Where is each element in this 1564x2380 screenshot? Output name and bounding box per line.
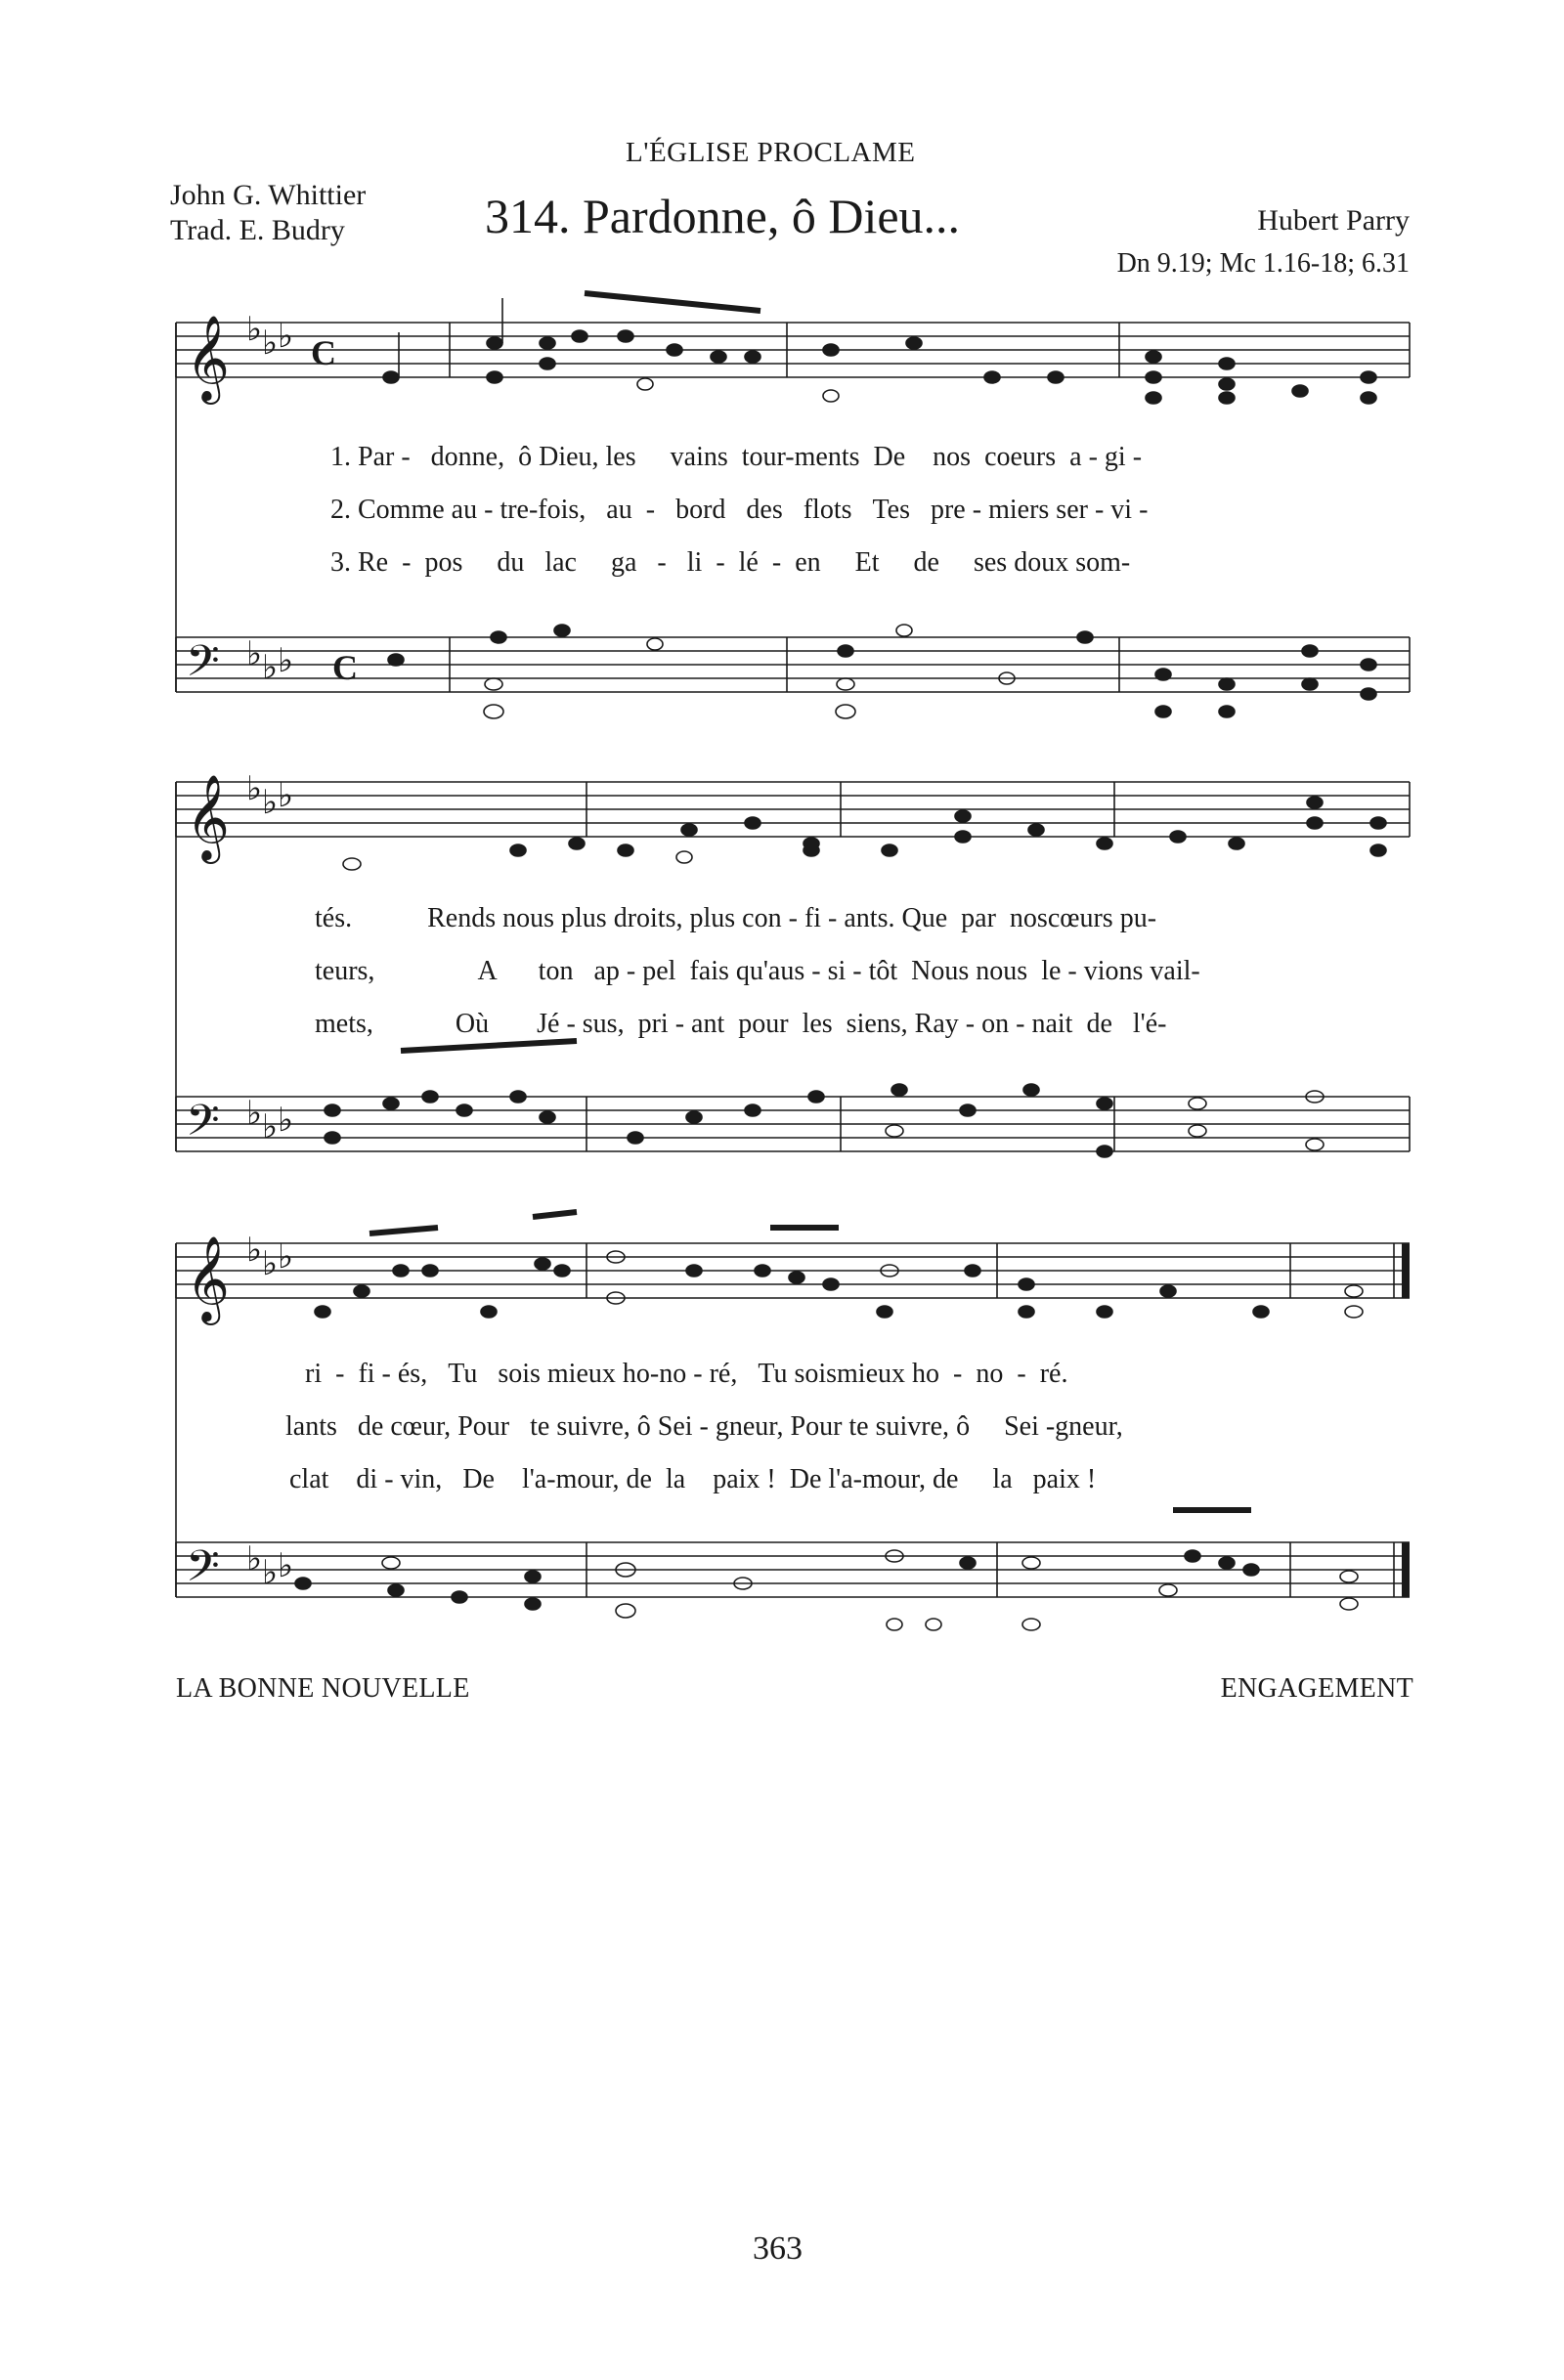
verse-2-line-1: 2. Comme au - tre-fois, au - bord des flots Tes pre - miers ser - vi - <box>330 495 1149 525</box>
composer-credit: Hubert Parry <box>1257 204 1410 237</box>
treble-staff-2 <box>176 782 1410 837</box>
verse-3-line-1: 3. Re - pos du lac ga - li - lé - en Et de ses doux som- <box>330 547 1131 578</box>
verse-1-line-1: 1. Par - donne, ô Dieu, les vains tour-ments De nos coeurs a - gi - <box>330 442 1143 472</box>
flat-icon: ♭ <box>278 776 294 815</box>
page-number: 363 <box>753 2230 803 2267</box>
flat-icon: ♭ <box>262 1244 279 1283</box>
bass-staff-2 <box>176 1097 1410 1151</box>
flat-icon: ♭ <box>246 634 263 673</box>
verse-1-line-2: tés. Rends nous plus droits, plus con - fi - ants. Que par noscœurs pu- <box>315 903 1157 933</box>
treble-clef-icon: 𝄞 <box>186 314 230 401</box>
flat-icon: ♭ <box>262 1107 279 1147</box>
author-credit: John G. Whittier <box>170 179 367 211</box>
verse-3-line-3: clat di - vin, De l'a-mour, de la paix ! De l'a-mour, de la paix ! <box>289 1464 1097 1494</box>
final-barline <box>1394 1243 1410 1597</box>
section-heading: L'ÉGLISE PROCLAME <box>626 137 916 168</box>
flat-icon: ♭ <box>278 1546 294 1585</box>
hymn-name: Pardonne, ô Dieu... <box>583 189 961 243</box>
translator-credit: Trad. E. Budry <box>170 214 345 246</box>
bass-clef-icon: 𝄢 <box>186 635 220 697</box>
bass-clef-icon: 𝄢 <box>186 1540 220 1602</box>
verse-2-line-3: lants de cœur, Pour te suivre, ô Sei - gneur, Pour te suivre, ô Sei -gneur, <box>285 1411 1123 1442</box>
flat-icon: ♭ <box>262 648 279 687</box>
flat-icon: ♭ <box>246 310 263 349</box>
common-time-icon: C <box>311 333 336 372</box>
verse-1-line-3: ri - fi - és, Tu sois mieux ho-no - ré, Tu soismieux ho - no - ré. <box>305 1359 1068 1389</box>
scripture-references: Dn 9.19; Mc 1.16-18; 6.31 <box>1116 248 1410 279</box>
flat-icon: ♭ <box>246 1231 263 1270</box>
bass-staff-3 <box>176 1542 1410 1597</box>
bass-clef-icon: 𝄢 <box>186 1095 220 1156</box>
flat-icon: ♭ <box>278 1101 294 1140</box>
treble-clef-icon: 𝄞 <box>186 773 230 860</box>
verse-2-line-2: teurs, A ton ap - pel fais qu'aus - si - tôt Nous nous le - vions vail- <box>315 956 1200 986</box>
flat-icon: ♭ <box>262 783 279 822</box>
flat-icon: ♭ <box>278 317 294 356</box>
flat-icon: ♭ <box>262 1553 279 1592</box>
treble-clef-icon: 𝄞 <box>186 1234 230 1321</box>
flat-icon: ♭ <box>246 1094 263 1133</box>
verse-3-line-2: mets, Où Jé - sus, pri - ant pour les siens, Ray - on - nait de l'é- <box>315 1009 1167 1039</box>
flat-icon: ♭ <box>246 769 263 808</box>
hymn-number: 314. <box>485 189 571 243</box>
footer-right-label: ENGAGEMENT <box>1220 1673 1413 1704</box>
common-time-icon: C <box>332 648 358 687</box>
flat-icon: ♭ <box>278 1237 294 1277</box>
flat-icon: ♭ <box>278 641 294 680</box>
flat-icon: ♭ <box>262 324 279 363</box>
footer-left-label: LA BONNE NOUVELLE <box>176 1673 470 1704</box>
flat-icon: ♭ <box>246 1539 263 1579</box>
